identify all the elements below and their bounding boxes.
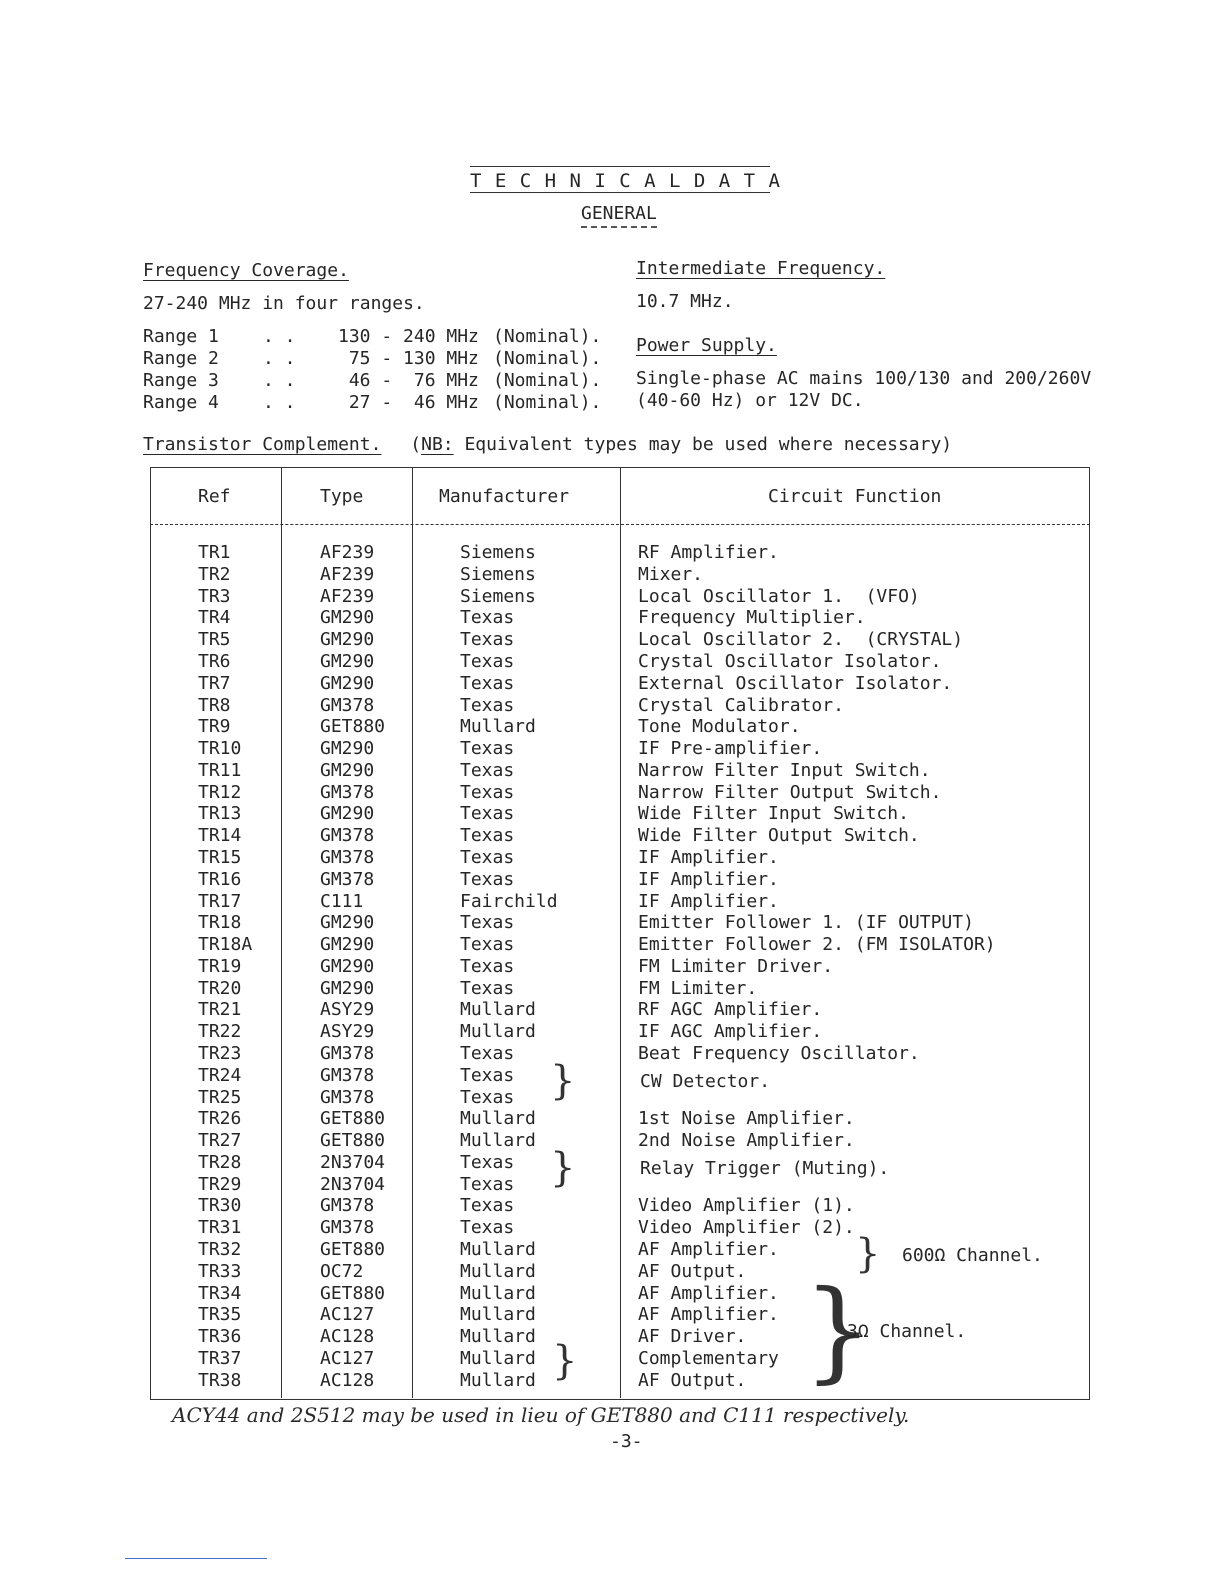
cell-type: GM290 — [320, 934, 375, 955]
cell-manufacturer: Texas — [460, 934, 515, 955]
cell-manufacturer: Texas — [460, 1151, 515, 1173]
cell-function: Crystal Oscillator Isolator. — [638, 650, 942, 672]
table-row — [150, 956, 1090, 978]
range-label: Range 2 — [143, 348, 219, 369]
cell-type: GET880 — [320, 1108, 386, 1130]
note-text: Equivalent types may be used where necessary) — [453, 434, 953, 455]
cell-type: AF239 — [320, 563, 375, 585]
cell-ref: TR8 — [198, 694, 231, 716]
cell-manufacturer: Texas — [460, 1173, 515, 1195]
header-ref: Ref — [198, 486, 231, 507]
cell-ref: TR22 — [198, 1021, 242, 1043]
cell-ref: TR10 — [198, 738, 242, 759]
cell-type: OC72 — [320, 1260, 364, 1282]
cell-manufacturer: Mullard — [460, 1369, 536, 1391]
cell-type: AC128 — [320, 1369, 375, 1391]
cell-type: GM290 — [320, 650, 375, 672]
table-row — [150, 1217, 1090, 1239]
header-rule — [150, 524, 1090, 525]
cell-type: AC127 — [320, 1347, 375, 1369]
cell-manufacturer: Siemens — [460, 542, 536, 563]
table-row — [150, 1108, 1090, 1130]
cell-ref: TR33 — [198, 1260, 242, 1282]
cell-ref: TR38 — [198, 1369, 242, 1391]
table-row — [150, 1370, 1090, 1392]
cell-ref: TR5 — [198, 629, 231, 651]
cell-type: GM378 — [320, 781, 375, 803]
cell-function: RF Amplifier. — [638, 542, 779, 563]
cell-manufacturer: Mullard — [460, 1130, 536, 1152]
cell-function: FM Limiter Driver. — [638, 955, 834, 977]
cell-function: AF Output. — [638, 1369, 747, 1391]
cell-manufacturer: Texas — [460, 803, 515, 825]
table-row — [150, 1043, 1090, 1065]
cell-function: AF Output. — [638, 1260, 747, 1282]
cell-function: 2nd Noise Amplifier. — [638, 1130, 855, 1152]
range-dots: . . — [263, 370, 296, 391]
cell-ref: TR13 — [198, 803, 242, 825]
table-row — [150, 586, 1090, 608]
cell-type: 2N3704 — [320, 1151, 386, 1173]
cell-type: GM290 — [320, 955, 375, 977]
range-note: (Nominal). — [493, 348, 602, 369]
cell-manufacturer: Mullard — [460, 1108, 536, 1130]
cell-ref: TR29 — [198, 1173, 242, 1195]
table-row — [150, 1021, 1090, 1043]
cell-function: Narrow Filter Input Switch. — [638, 759, 931, 781]
cell-ref: TR35 — [198, 1304, 242, 1326]
cell-function: External Oscillator Isolator. — [638, 672, 953, 694]
cell-manufacturer: Siemens — [460, 563, 536, 585]
cell-manufacturer: Texas — [460, 1086, 515, 1108]
cell-ref: TR3 — [198, 585, 231, 607]
cell-function: Mixer. — [638, 563, 704, 585]
cell-ref: TR21 — [198, 999, 242, 1021]
cell-function: Complementary — [638, 1347, 779, 1369]
cell-manufacturer: Mullard — [460, 1326, 536, 1348]
range-dots: . . — [263, 326, 296, 347]
cell-type: GM290 — [320, 672, 375, 694]
power-supply-line1: Single-phase AC mains 100/130 and 200/260V — [636, 368, 1092, 389]
cell-ref: TR12 — [198, 781, 242, 803]
cell-type: GM378 — [320, 1064, 375, 1086]
cell-manufacturer: Texas — [460, 738, 515, 759]
table-row — [150, 1130, 1090, 1152]
cell-manufacturer: Mullard — [460, 1347, 536, 1369]
cell-ref: TR9 — [198, 716, 231, 738]
cell-function: Tone Modulator. — [638, 716, 801, 738]
cell-ref: TR18A — [198, 934, 253, 955]
table-row — [150, 782, 1090, 804]
cell-type: ASY29 — [320, 999, 375, 1021]
page-number: -3- — [610, 1431, 643, 1452]
footnote-rule — [125, 1558, 267, 1559]
cell-type: GET880 — [320, 1239, 386, 1260]
table-row — [150, 651, 1090, 673]
table-row — [150, 760, 1090, 782]
cell-manufacturer: Mullard — [460, 1304, 536, 1326]
note-open: ( — [410, 434, 422, 455]
cell-function: Local Oscillator 2. (CRYSTAL) — [638, 629, 964, 651]
cell-type: GM378 — [320, 846, 375, 868]
cell-manufacturer: Texas — [460, 977, 515, 999]
cell-type: GM378 — [320, 1042, 375, 1064]
range-dots: . . — [263, 348, 296, 369]
cell-ref: TR6 — [198, 650, 231, 672]
cell-manufacturer: Texas — [460, 759, 515, 781]
cell-ref: TR32 — [198, 1239, 242, 1260]
frequency-coverage-summary: 27-240 MHz in four ranges. — [143, 293, 425, 314]
cell-type: GM378 — [320, 1195, 375, 1217]
table-row — [150, 803, 1090, 825]
table-row — [150, 1195, 1090, 1217]
cell-ref: TR14 — [198, 825, 242, 847]
table-row — [150, 999, 1090, 1021]
cell-manufacturer: Texas — [460, 1195, 515, 1217]
cell-function: Crystal Calibrator. — [638, 694, 844, 716]
table-row — [150, 934, 1090, 956]
table-row — [150, 912, 1090, 934]
cell-ref: TR26 — [198, 1108, 242, 1130]
cell-manufacturer: Texas — [460, 629, 515, 651]
section-heading-rule — [581, 226, 657, 228]
cell-ref: TR25 — [198, 1086, 242, 1108]
range-band: 46 - 76 MHz — [338, 370, 479, 391]
brace-icon: } — [552, 1338, 578, 1384]
handwritten-note: ACY44 and 2S512 may be used in lieu of GET880 and C111 respectively. — [172, 1403, 910, 1427]
range-dots: . . — [263, 392, 296, 413]
range-note: (Nominal). — [493, 326, 602, 347]
cell-type: AF239 — [320, 585, 375, 607]
brace-icon: } — [803, 1266, 873, 1394]
power-supply-line2: (40-60 Hz) or 12V DC. — [636, 390, 864, 411]
cell-type: GM290 — [320, 759, 375, 781]
header-type: Type — [320, 486, 364, 507]
title-rule-top — [470, 166, 770, 167]
cell-type: GM290 — [320, 977, 375, 999]
range-note: (Nominal). — [493, 370, 602, 391]
cell-function: Video Amplifier (2). — [638, 1217, 855, 1239]
channel-600-label: 600Ω Channel. — [902, 1245, 1043, 1266]
cell-function: AF Driver. — [638, 1326, 747, 1348]
table-row — [150, 607, 1090, 629]
brace-icon: } — [550, 1058, 576, 1104]
cell-manufacturer: Mullard — [460, 1239, 536, 1260]
cell-manufacturer: Mullard — [460, 1021, 536, 1043]
cell-ref: TR7 — [198, 672, 231, 694]
section-heading: GENERAL — [581, 203, 657, 224]
cell-type: GM290 — [320, 803, 375, 825]
cell-manufacturer: Texas — [460, 607, 515, 629]
cell-function: Frequency Multiplier. — [638, 607, 866, 629]
cell-ref: TR31 — [198, 1217, 242, 1239]
table-row — [150, 1348, 1090, 1370]
cell-type: GM290 — [320, 629, 375, 651]
cell-type: 2N3704 — [320, 1173, 386, 1195]
cell-function: IF Amplifier. — [638, 868, 779, 890]
cell-function: Beat Frequency Oscillator. — [638, 1042, 920, 1064]
cell-manufacturer: Mullard — [460, 716, 536, 738]
cell-ref: TR1 — [198, 542, 231, 563]
table-row — [150, 891, 1090, 913]
table-row — [150, 564, 1090, 586]
cell-manufacturer: Texas — [460, 825, 515, 847]
cw-detector-function: CW Detector. — [640, 1071, 771, 1092]
cell-function: IF AGC Amplifier. — [638, 1021, 823, 1043]
range-band: 75 - 130 MHz — [338, 348, 479, 369]
cell-function: Emitter Follower 1. (IF OUTPUT) — [638, 912, 974, 934]
power-supply-heading: Power Supply. — [636, 335, 777, 356]
cell-function: 1st Noise Amplifier. — [638, 1108, 855, 1130]
cell-type: GET880 — [320, 1282, 386, 1304]
transistor-complement-heading: Transistor Complement. — [143, 434, 382, 455]
cell-ref: TR18 — [198, 912, 242, 934]
cell-manufacturer: Texas — [460, 1042, 515, 1064]
cell-type: GM378 — [320, 1217, 375, 1239]
range-label: Range 1 — [143, 326, 219, 347]
cell-ref: TR4 — [198, 607, 231, 629]
cell-manufacturer: Texas — [460, 912, 515, 934]
cell-manufacturer: Texas — [460, 781, 515, 803]
cell-ref: TR37 — [198, 1347, 242, 1369]
cell-function: IF Amplifier. — [638, 846, 779, 868]
cell-type: GM290 — [320, 607, 375, 629]
cell-type: AC127 — [320, 1304, 375, 1326]
cell-type: GET880 — [320, 716, 386, 738]
frequency-coverage-heading: Frequency Coverage. — [143, 260, 349, 281]
header-function: Circuit Function — [768, 486, 942, 507]
cell-ref: TR11 — [198, 759, 242, 781]
header-manufacturer: Manufacturer — [439, 486, 570, 507]
cell-manufacturer: Texas — [460, 846, 515, 868]
cell-function: Narrow Filter Output Switch. — [638, 781, 942, 803]
cell-ref: TR2 — [198, 563, 231, 585]
cell-manufacturer: Siemens — [460, 585, 536, 607]
range-band: 130 - 240 MHz — [338, 326, 479, 347]
cell-manufacturer: Texas — [460, 868, 515, 890]
note-nb: NB: — [421, 434, 454, 455]
cell-type: GET880 — [320, 1130, 386, 1152]
cell-ref: TR27 — [198, 1130, 242, 1152]
cell-manufacturer: Mullard — [460, 1260, 536, 1282]
cell-function: Video Amplifier (1). — [638, 1195, 855, 1217]
cell-ref: TR34 — [198, 1282, 242, 1304]
cell-manufacturer: Mullard — [460, 999, 536, 1021]
cell-function: IF Amplifier. — [638, 890, 779, 912]
cell-ref: TR20 — [198, 977, 242, 999]
range-band: 27 - 46 MHz — [338, 392, 479, 413]
cell-function: AF Amplifier. — [638, 1304, 779, 1326]
transistor-complement-line — [143, 434, 952, 455]
intermediate-frequency-value: 10.7 MHz. — [636, 291, 734, 312]
cell-manufacturer: Mullard — [460, 1282, 536, 1304]
cell-ref: TR19 — [198, 955, 242, 977]
transistor-table — [150, 467, 1090, 1402]
cell-manufacturer: Texas — [460, 694, 515, 716]
table-row — [150, 629, 1090, 651]
table-row — [150, 673, 1090, 695]
table-row — [150, 542, 1090, 564]
brace-icon: } — [550, 1145, 576, 1191]
cell-function: AF Amplifier. — [638, 1282, 779, 1304]
cell-type: GM290 — [320, 738, 375, 759]
cell-type: GM290 — [320, 912, 375, 934]
table-row — [150, 1283, 1090, 1305]
range-note: (Nominal). — [493, 392, 602, 413]
cell-function: AF Amplifier. — [638, 1239, 779, 1260]
cell-manufacturer: Texas — [460, 1217, 515, 1239]
table-row — [150, 1065, 1090, 1087]
cell-type: C111 — [320, 890, 364, 912]
cell-type: GM378 — [320, 1086, 375, 1108]
cell-ref: TR28 — [198, 1151, 242, 1173]
cell-ref: TR15 — [198, 846, 242, 868]
cell-manufacturer: Texas — [460, 672, 515, 694]
table-row — [150, 716, 1090, 738]
table-row — [150, 978, 1090, 1000]
table-row — [150, 1087, 1090, 1109]
cell-function: Wide Filter Output Switch. — [638, 825, 920, 847]
intermediate-frequency-heading: Intermediate Frequency. — [636, 258, 886, 279]
cell-function: IF Pre-amplifier. — [638, 738, 823, 759]
cell-manufacturer: Texas — [460, 650, 515, 672]
table-row — [150, 738, 1090, 760]
cell-manufacturer: Texas — [460, 1064, 515, 1086]
relay-trigger-function: Relay Trigger (Muting). — [640, 1158, 890, 1179]
cell-ref: TR24 — [198, 1064, 242, 1086]
cell-ref: TR23 — [198, 1042, 242, 1064]
range-label: Range 4 — [143, 392, 219, 413]
cell-manufacturer: Fairchild — [460, 890, 558, 912]
cell-type: GM378 — [320, 825, 375, 847]
table-row — [150, 847, 1090, 869]
cell-function: Emitter Follower 2. (FM ISOLATOR) — [638, 934, 996, 955]
cell-type: AC128 — [320, 1326, 375, 1348]
cell-manufacturer: Texas — [460, 955, 515, 977]
cell-function: Wide Filter Input Switch. — [638, 803, 909, 825]
cell-type: AF239 — [320, 542, 375, 563]
cell-ref: TR16 — [198, 868, 242, 890]
cell-ref: TR17 — [198, 890, 242, 912]
table-row — [150, 869, 1090, 891]
cell-ref: TR36 — [198, 1326, 242, 1348]
table-row — [150, 1174, 1090, 1196]
cell-function: FM Limiter. — [638, 977, 758, 999]
table-row — [150, 695, 1090, 717]
cell-type: GM378 — [320, 694, 375, 716]
table-row — [150, 825, 1090, 847]
cell-function: RF AGC Amplifier. — [638, 999, 823, 1021]
cell-ref: TR30 — [198, 1195, 242, 1217]
range-label: Range 3 — [143, 370, 219, 391]
title-rule-bottom — [470, 192, 770, 193]
channel-3-label: 3Ω Channel. — [847, 1321, 967, 1342]
page-title: T E C H N I C A L D A T A — [470, 170, 781, 192]
cell-function: Local Oscillator 1. (VFO) — [638, 585, 920, 607]
cell-type: ASY29 — [320, 1021, 375, 1043]
cell-type: GM378 — [320, 868, 375, 890]
table-row — [150, 1152, 1090, 1174]
brace-icon: } — [855, 1231, 881, 1277]
